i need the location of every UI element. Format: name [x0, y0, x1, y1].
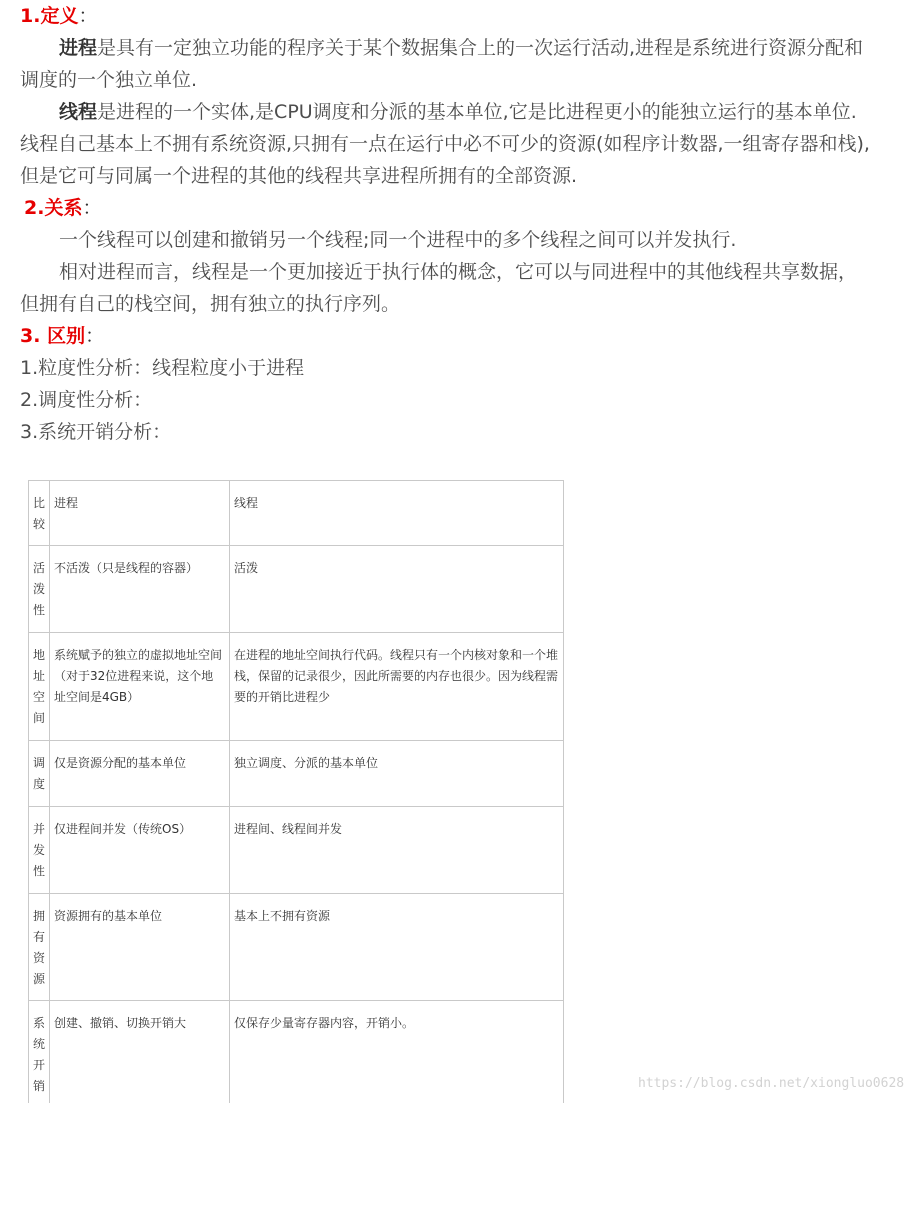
table-row: [29, 807, 564, 894]
section-2-title: .关系: [37, 197, 83, 219]
section-3-title: 区别: [40, 325, 86, 347]
row-label-address-space: 地址空间: [32, 648, 45, 725]
section-1-colon: ：: [78, 5, 98, 27]
difference-item-1: 1.粒度性分析：线程粒度小于进程: [20, 357, 305, 379]
watermark: https://blog.csdn.net/xiongluo0628: [638, 1076, 905, 1091]
table-row: [29, 741, 564, 807]
section-3-number: 3.: [20, 325, 41, 347]
section-1-title: 定义: [40, 5, 79, 27]
table-row: [29, 546, 564, 633]
table-row: [29, 633, 564, 741]
comparison-table-image: [28, 480, 564, 1103]
section-2-number: 2: [24, 197, 38, 219]
thread-definition: [20, 96, 910, 128]
row-label-activity: 活泼性: [32, 561, 45, 617]
thread-definition-line2: 线程自己基本上不拥有系统资源,只拥有一点在运行中必不可少的资源(如程序计数器,一组寄存器和栈),: [20, 133, 870, 155]
difference-item-2: 2.调度性分析：: [20, 389, 153, 411]
process-term: 进程: [59, 37, 98, 59]
row-label-scheduling: 调度: [32, 756, 45, 791]
relation-paragraph-2-line1: 相对进程而言，线程是一个更加接近于执行体的概念，它可以与同进程中的其他线程共享数据，: [59, 261, 858, 283]
thread-term: 线程: [59, 101, 98, 123]
table-cell-process: 仅进程间并发（传统OS）: [50, 807, 230, 894]
row-label-resources: 拥有资源: [32, 909, 45, 986]
section-1-heading: [20, 0, 910, 32]
article-body: [20, 0, 910, 448]
table-cell-process: 创建、撤销、切换开销大: [50, 1001, 230, 1104]
header-thread: 线程: [230, 481, 564, 546]
difference-item-3: 3.系统开销分析：: [20, 421, 172, 443]
relation-paragraph-2-line2: 但拥有自己的栈空间，拥有独立的执行序列。: [20, 293, 401, 315]
process-definition-line2: 调度的一个独立单位.: [20, 69, 198, 91]
section-2-heading: [20, 192, 910, 224]
table-cell-process: 资源拥有的基本单位: [50, 894, 230, 1001]
table-cell-thread: 仅保存少量寄存器内容，开销小。: [230, 1001, 564, 1104]
table-cell-thread: 在进程的地址空间执行代码。线程只有一个内核对象和一个堆栈，保留的记录很少，因此所需要的内存也很少。因为线程需要的开销比进程少: [230, 633, 564, 741]
section-2-colon: ：: [82, 197, 102, 219]
row-label-overhead: 系统开销: [32, 1016, 45, 1093]
section-3-colon: ：: [85, 325, 105, 347]
header-process: 进程: [50, 481, 230, 546]
header-compare: 比较: [32, 496, 45, 531]
table-row: [29, 894, 564, 1001]
table-cell-thread: 基本上不拥有资源: [230, 894, 564, 1001]
section-1-number: 1.: [20, 5, 41, 27]
table-cell-process: 不活泼（只是线程的容器）: [50, 546, 230, 633]
row-label-concurrency: 并发性: [32, 822, 45, 878]
table-cell-process: 系统赋予的独立的虚拟地址空间（对于32位进程来说，这个地址空间是4GB）: [50, 633, 230, 741]
comparison-table: [28, 480, 564, 1103]
section-3-heading: [20, 320, 910, 352]
process-definition: [20, 32, 910, 64]
thread-definition-text: 是进程的一个实体,是CPU调度和分派的基本单位,它是比进程更小的能独立运行的基本单位.: [97, 101, 857, 123]
table-cell-process: 仅是资源分配的基本单位: [50, 741, 230, 807]
relation-paragraph-1: 一个线程可以创建和撤销另一个线程;同一个进程中的多个线程之间可以并发执行.: [59, 229, 737, 251]
process-definition-text: 是具有一定独立功能的程序关于某个数据集合上的一次运行活动,进程是系统进行资源分配和: [97, 37, 864, 59]
table-row: [29, 1001, 564, 1104]
table-cell-thread: 独立调度、分派的基本单位: [230, 741, 564, 807]
table-header-row: [29, 481, 564, 546]
table-cell-thread: 进程间、线程间并发: [230, 807, 564, 894]
thread-definition-line3: 但是它可与同属一个进程的其他的线程共享进程所拥有的全部资源.: [20, 165, 578, 187]
table-cell-thread: 活泼: [230, 546, 564, 633]
